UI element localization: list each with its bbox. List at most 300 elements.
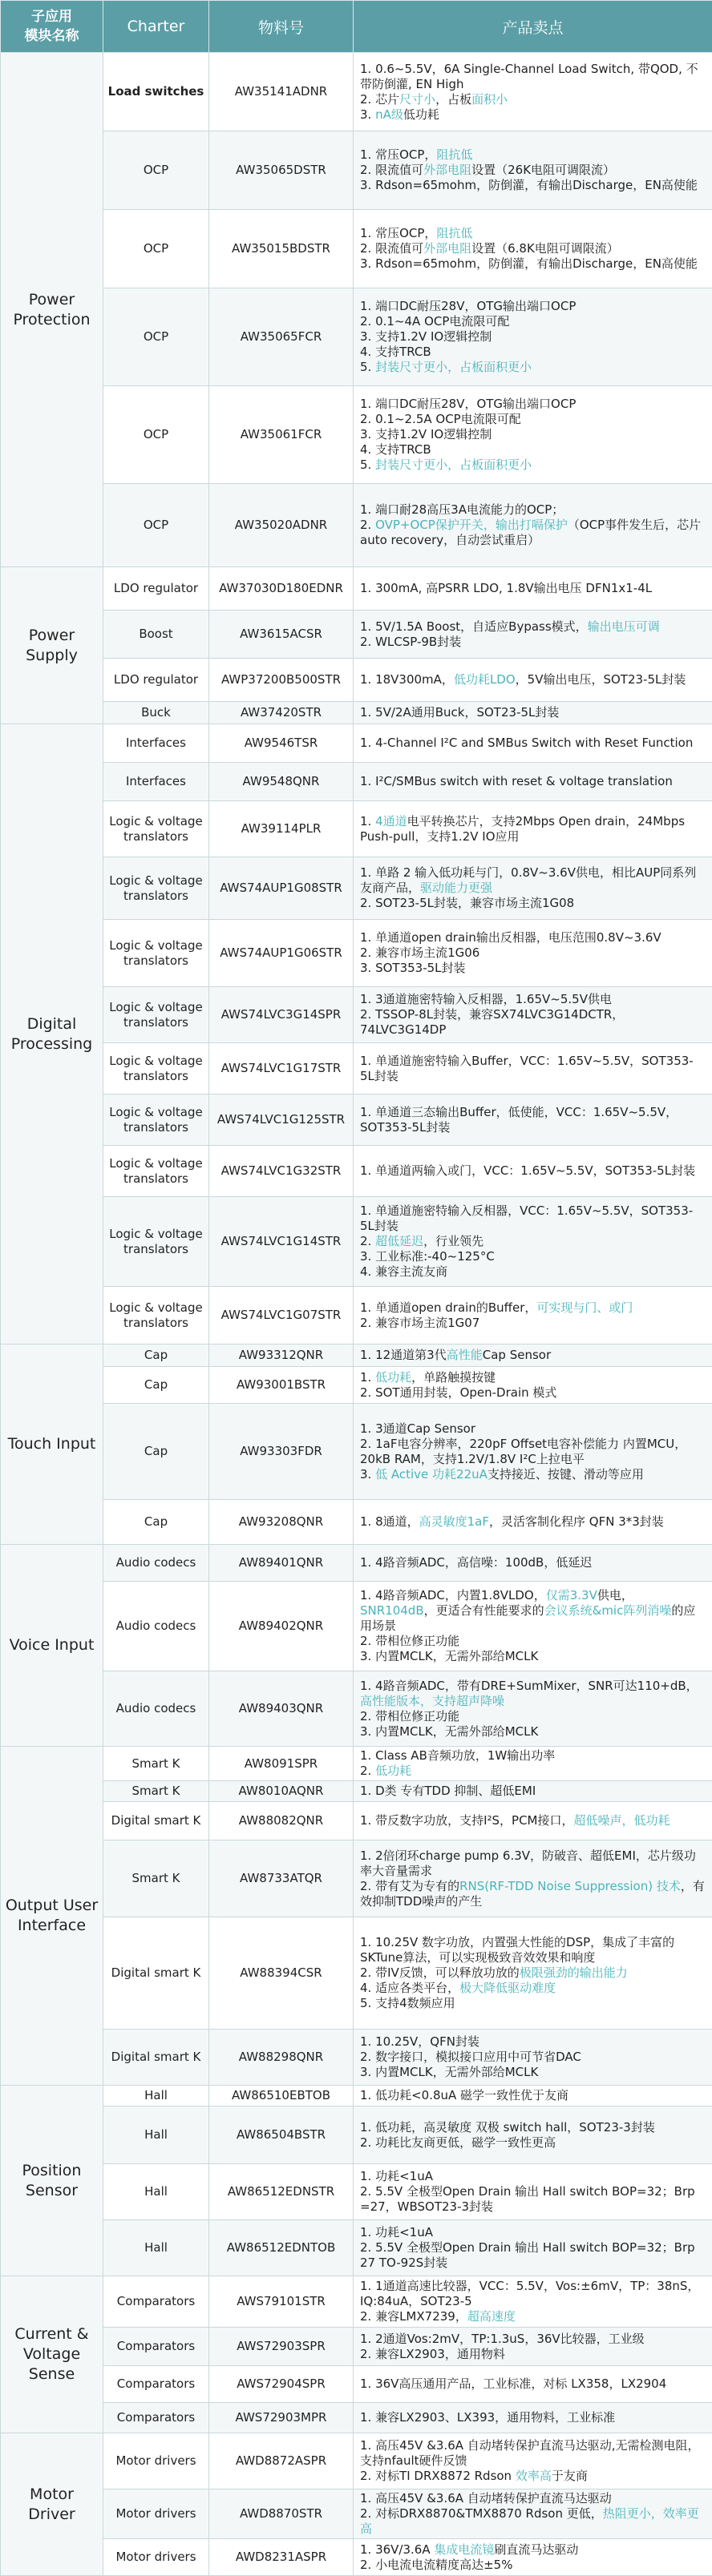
feature-line [360,672,707,687]
feature-line [360,736,707,751]
feature-text: 1. 端口DC耐压28V，OTG输出端口OCP [360,299,576,313]
charter-cell: OCP [103,484,209,567]
feature-line [360,1421,707,1437]
feature-text: 3. Rdson=65mohm，防倒灌，有输出Discharge，EN高使能 [360,178,698,192]
part-number-cell: AWS74LVC1G14STR [209,1197,354,1287]
table-row [1,1917,712,2030]
features-cell [354,1367,712,1404]
part-number-cell: AW35015BDSTR [209,210,354,288]
feature-text: 1. 1通道高速比较器，VCC：5.5V，Vos:±6mV，TP：38nS，IQ:84uA，SOT23-5 [360,2279,699,2308]
feature-line [360,1996,707,2011]
charter-cell: OCP [103,386,209,484]
charter-cell: Interfaces [103,724,209,763]
charter-cell: Hall [103,2164,209,2220]
feature-line [360,2558,707,2573]
feature-line [360,2410,707,2425]
feature-highlight: 热阻更小，效率更高 [360,2506,699,2536]
feature-line [360,2135,707,2151]
part-number-cell: AW8091SPR [209,1747,354,1781]
feature-highlight: 面积小 [471,92,508,107]
table-row [1,2164,712,2220]
feature-text: 1. 4-Channel I²C and SMBus Switch with Reset Function [360,736,693,750]
feature-text: 1. 10.25V 数字功放，内置强大性能的DSP，集成了丰富的SKTune算法，可以实现极致音效效果和响度 [360,1935,674,1965]
feature-line [360,178,707,193]
feature-line [360,1813,707,1828]
feature-highlight: 封装尺寸更小，占板面积更小 [375,360,532,374]
application-cell: Current & Voltage Sense [1,2276,103,2433]
features-cell [354,2539,712,2576]
feature-text: 1. 带反数字功放，支持I²S，PCM接口， [360,1813,574,1828]
feature-text: 1. 8通道， [360,1514,419,1529]
features-cell [354,2433,712,2489]
charter-cell: Comparators [103,2403,209,2433]
feature-text: 2. 0.1~4A OCP电流限可配 [360,314,509,329]
part-number-cell: AWS74LVC1G125STR [209,1094,354,1146]
feature-text: 1. 单通道open drain输出反相器，电压范围0.8V~3.6V [360,930,661,945]
charter-cell: Motor drivers [103,2489,209,2539]
feature-line [360,2184,707,2215]
table-row [1,2086,712,2106]
feature-line [360,1234,707,1249]
feature-text: 1. 2倍闭环charge pump 6.3V，防破音、超低EMI，芯片级功率大音量需求 [360,1848,696,1878]
charter-cell: Load switches [103,53,209,131]
feature-text: 1. 300mA, 高PSRR LDO, 1.8V输出电压 DFN1x1-4L [360,581,652,595]
feature-line [360,1784,707,1799]
features-cell [354,2164,712,2220]
feature-text: 5. [360,458,375,472]
part-number-cell: AWS74LVC3G14SPR [209,987,354,1043]
header-features: 产品卖点 [354,1,712,53]
feature-line [360,147,707,163]
feature-text: 5. [360,360,375,374]
features-cell [354,567,712,611]
feature-line [360,1724,707,1740]
feature-line [360,1054,707,1084]
table-row [1,1146,712,1197]
feature-line [360,314,707,329]
charter-cell: OCP [103,131,209,210]
feature-text: 1. I²C/SMBus switch with reset & voltage translation [360,774,673,788]
table-body [1,53,712,2576]
table-row [1,386,712,484]
table-row [1,1094,712,1146]
feature-highlight: 集成电流镜 [434,2542,494,2557]
charter-cell: Smart K [103,1781,209,1802]
feature-text: 1. 低功耗，高灵敏度 双极 switch hall，SOT23-3封装 [360,2120,655,2135]
charter-cell: Digital smart K [103,2030,209,2086]
charter-cell: Audio codecs [103,1671,209,1747]
feature-text: ，有效抑制TDD噪声的产生 [360,1879,705,1909]
table-row [1,763,712,801]
features-cell [354,987,712,1043]
feature-line [360,1965,707,1981]
charter-cell: LDO regulator [103,567,209,611]
table-row [1,1500,712,1545]
feature-line [360,397,707,412]
features-cell [354,857,712,920]
table-row [1,210,712,288]
feature-text: 4. 兼容主流友商 [360,1264,447,1279]
feature-text: 2. 数字接口，模拟接口应用中可节省DAC [360,2050,581,2064]
table-row [1,611,712,659]
feature-line [360,1935,707,1965]
table-row [1,1840,712,1917]
part-number-cell: AWS74LVC1G17STR [209,1043,354,1094]
features-cell [354,2106,712,2164]
part-number-cell: AWD8231ASPR [209,2539,354,2576]
table-row [1,484,712,567]
features-cell [354,1404,712,1500]
feature-line [360,458,707,473]
table-row [1,2489,712,2539]
table-row [1,1197,712,1287]
feature-highlight: 低功耗 [375,1764,411,1778]
feature-highlight: 极限强劲的输出能力 [520,1965,628,1980]
application-cell: Output User Interface [1,1747,103,2086]
features-cell [354,131,712,210]
feature-line [360,2491,707,2506]
part-number-cell: AW35065DSTR [209,131,354,210]
feature-highlight: 4通道 [375,814,407,828]
feature-text: 2. 带相位修正功能 [360,1709,459,1723]
features-cell [354,1146,712,1197]
feature-text: 1. 端口耐28高压3A电流能力的OCP； [360,502,564,517]
table-row [1,1747,712,1781]
feature-line [360,412,707,427]
feature-text: 电平转换芯片，支持2Mbps Open drain，24Mbps Push-pull，支持1.2V IO应用 [360,814,685,844]
table-row [1,2220,712,2276]
part-number-cell: AW88298QNR [209,2030,354,2086]
charter-cell: Cap [103,1344,209,1367]
feature-highlight: 输出电压可调 [588,619,660,634]
feature-text: 1. [360,1370,375,1385]
feature-line [360,1634,707,1649]
feature-line [360,1249,707,1264]
part-number-cell: AWS74AUP1G08STR [209,857,354,920]
table-row [1,920,712,987]
charter-cell: LDO regulator [103,659,209,702]
table-row [1,1043,712,1094]
feature-text: 1. 单路 2 输入低功耗与门，0.8V~3.6V供电，相比AUP同系列友商产品， [360,865,696,895]
feature-text: 1. 功耗<1uA [360,2225,433,2239]
charter-cell: Audio codecs [103,1582,209,1671]
feature-text: 1. 兼容LX2903、LX393，通用物料，工业标准 [360,2410,615,2425]
table-row [1,131,712,210]
feature-line [360,896,707,911]
feature-line [360,1588,707,1634]
feature-text: ，灵活客制化程序 QFN 3*3封装 [489,1514,664,1529]
feature-text: 4. 适应各类平台， [360,1981,459,1995]
charter-cell: Cap [103,1367,209,1404]
part-number-cell: AW37420STR [209,702,354,724]
feature-highlight: 外部电阻 [423,241,471,256]
application-cell: Touch Input [1,1344,103,1545]
part-number-cell: AW3615ACSR [209,611,354,659]
feature-highlight: 超低延迟 [375,1234,423,1248]
feature-line [360,360,707,375]
feature-line [360,107,707,123]
feature-text: 设置（6.8K电阻可调限流） [471,241,619,256]
part-number-cell: AW93001BSTR [209,1367,354,1404]
feature-line [360,1709,707,1724]
feature-text: ，单路触摸按键 [411,1370,496,1385]
feature-text: 3. SOT353-5L封装 [360,961,466,975]
feature-text: ，5V输出电压，SOT23-5L封装 [516,672,686,687]
charter-cell: Hall [103,2086,209,2106]
header-application: 子应用 模块名称 [1,1,103,53]
feature-text: 1. 5V/2A通用Buck，SOT23-5L封装 [360,705,559,720]
feature-text: 2. 5.5V 全极型Open Drain 输出 Hall switch BOP=32；Brp 27 TO-92S封装 [360,2240,695,2270]
features-cell [354,1287,712,1344]
feature-line [360,2169,707,2184]
features-cell [354,1344,712,1367]
part-number-cell: AW93303FDR [209,1404,354,1500]
part-number-cell: AW86512EDNTOB [209,2220,354,2276]
table-row [1,659,712,702]
feature-text: 2. 带有艾为专有的 [360,1879,459,1893]
charter-cell: Logic & voltage translators [103,1094,209,1146]
feature-line [360,1649,707,1664]
feature-text: 1. [360,814,375,828]
charter-cell: Comparators [103,2328,209,2366]
feature-line [360,1264,707,1280]
feature-line [360,2469,707,2484]
part-number-cell: AW89403QNR [209,1671,354,1747]
feature-highlight: 极大降低驱动难度 [459,1981,556,1995]
features-cell [354,2403,712,2433]
part-number-cell: AW89401QNR [209,1545,354,1582]
table-row [1,288,712,386]
charter-cell: Audio codecs [103,1545,209,1582]
charter-cell: Logic & voltage translators [103,1043,209,1094]
table-row [1,1287,712,1344]
part-number-cell: AWS72903MPR [209,2403,354,2433]
part-number-cell: AWS72904SPR [209,2366,354,2403]
part-number-cell: AW37030D180EDNR [209,567,354,611]
table-row [1,1367,712,1404]
feature-line [360,241,707,256]
feature-text: 1. 单通道两输入或门，VCC：1.65V~5.5V，SOT353-5L封装 [360,1163,695,1178]
feature-text: 1. 10.25V，QFN封装 [360,2034,479,2049]
table-row [1,2539,712,2576]
part-number-cell: AW93208QNR [209,1500,354,1545]
feature-text: 1. 12通道第3代 [360,1348,447,1362]
charter-cell: Logic & voltage translators [103,987,209,1043]
feature-text: 1. 功耗<1uA [360,2169,433,2183]
part-number-cell: AWD8872ASPR [209,2433,354,2489]
table-row [1,1671,712,1747]
part-number-cell: AW89402QNR [209,1582,354,1671]
feature-line [360,1514,707,1530]
feature-text: 2. SOT23-5L封装，兼容市场主流1G08 [360,896,574,910]
table-row [1,801,712,857]
feature-text: 2. 小电流电流精度高达±5% [360,2558,512,2572]
charter-cell: Motor drivers [103,2433,209,2489]
feature-line [360,2332,707,2347]
feature-highlight: RNS(RF-TDD Noise Suppression) 技术 [459,1879,681,1893]
feature-text: 2. 限流值可 [360,163,423,177]
feature-line [360,865,707,896]
table-row [1,1545,712,1582]
feature-text: 3. 内置MCLK，无需外部给MCLK [360,1724,538,1739]
feature-text: 1. 36V高压通用产品，工业标准，对标 LX358，LX2904 [360,2376,666,2391]
feature-text: 2. 5.5V 全极型Open Drain 输出 Hall switch BOP=32；Brp =27，WBSOT23-3封装 [360,2184,695,2214]
part-number-cell: AWS74LVC1G07STR [209,1287,354,1344]
charter-cell: Buck [103,702,209,724]
feature-text: 1. 常压OCP， [360,226,436,240]
feature-text: 1. 高压45V &3.6A 自动堵转保护直流马达驱动 [360,2491,612,2505]
feature-text: 2. 对标DRX8870&TMX8870 Rdson 更低， [360,2506,603,2521]
table-row [1,53,712,131]
charter-cell: Boost [103,611,209,659]
feature-line [360,2240,707,2271]
feature-line [360,1316,707,1331]
charter-cell: Logic & voltage translators [103,1146,209,1197]
features-cell [354,1197,712,1287]
charter-cell: OCP [103,288,209,386]
table-row [1,2030,712,2086]
feature-text: 3. Rdson=65mohm，防倒灌，有输出Discharge，EN高使能 [360,256,698,271]
feature-line [360,2347,707,2362]
features-cell [354,1917,712,2030]
feature-text: ，占板 [435,92,471,107]
features-cell [354,386,712,484]
charter-cell: Interfaces [103,763,209,801]
features-cell [354,1094,712,1146]
feature-text: 1. 单通道施密特输入反相器，VCC：1.65V~5.5V，SOT353-5L封装 [360,1203,693,1233]
table-row [1,2106,712,2164]
feature-text: 2. 0.1~2.5A OCP电流限可配 [360,412,521,426]
feature-text: 2. 兼容LMX7239， [360,2309,467,2324]
application-cell: Power Supply [1,567,103,724]
table-row [1,987,712,1043]
features-cell [354,2328,712,2366]
feature-line [360,2034,707,2050]
part-number-cell: AWS79101STR [209,2276,354,2328]
feature-highlight: 仅需3.3V [546,1588,597,1602]
features-cell [354,53,712,131]
feature-line [360,1437,707,1467]
part-number-cell: AWS74AUP1G06STR [209,920,354,987]
feature-text: 1. 单通道open drain的Buffer， [360,1300,536,1315]
charter-cell: OCP [103,210,209,288]
feature-line [360,1848,707,1879]
feature-text: 1. 2通道Vos:2mV，TP:1.3uS，36V比较器，工业级 [360,2332,645,2346]
features-cell [354,724,712,763]
feature-text: 4. 支持TRCB [360,442,431,457]
feature-text: 1. 3通道施密特输入反相器，1.65V~5.5V供电 [360,992,612,1006]
feature-line [360,92,707,107]
feature-text: 1. 高压45V &3.6A 自动堵转保护直流马达驱动,无需检测电阻，支持nfault硬件反馈 [360,2438,700,2468]
feature-line [360,2120,707,2135]
charter-cell: Digital smart K [103,1802,209,1840]
features-cell [354,2276,712,2328]
feature-text: 1. 端口DC耐压28V，OTG输出端口OCP [360,397,576,411]
features-cell [354,2220,712,2276]
table-row [1,2366,712,2403]
feature-line [360,1007,707,1038]
feature-line [360,2050,707,2065]
table-row [1,2403,712,2433]
feature-text: 1. 4路音频ADC，高信噪：100dB，低延迟 [360,1555,592,1570]
part-number-cell: AW88082QNR [209,1802,354,1840]
feature-text: 于友商 [552,2469,588,2483]
feature-line [360,1163,707,1179]
charter-cell: Motor drivers [103,2539,209,2576]
feature-text: 2. 芯片 [360,92,399,107]
part-number-cell: AW8733ATQR [209,1840,354,1917]
part-number-cell: AWP37200B500STR [209,659,354,702]
table-row [1,2328,712,2366]
table-row [1,857,712,920]
features-cell [354,1671,712,1747]
feature-highlight: 低功耗LDO [454,672,516,687]
table-row [1,1582,712,1671]
part-number-cell: AW93312QNR [209,1344,354,1367]
features-cell [354,2489,712,2539]
features-cell [354,1500,712,1545]
feature-line [360,256,707,272]
feature-highlight: 驱动能力更强 [420,881,492,895]
feature-text: 的应用场景 [360,1603,695,1633]
feature-text: 2. WLCSP-9B封装 [360,635,461,649]
application-cell: Voice Input [1,1545,103,1747]
application-cell: Power Protection [1,53,103,567]
feature-text: 1. 36V/3.6A [360,2542,434,2557]
charter-cell: Hall [103,2220,209,2276]
feature-line [360,2376,707,2392]
table-row [1,1781,712,1802]
feature-highlight: nA级 [375,107,403,122]
feature-line [360,1764,707,1779]
feature-text: 3. 支持1.2V IO逻辑控制 [360,427,492,441]
feature-text: 2. 带相位修正功能 [360,1634,459,1648]
feature-line [360,329,707,345]
part-number-cell: AW35065FCR [209,288,354,386]
table-row [1,2276,712,2328]
feature-text: 2. 兼容市场主流1G07 [360,1316,479,1330]
feature-highlight: 高性能版本，支持超声降噪 [360,1694,504,1708]
table-row [1,1344,712,1367]
feature-text: 1. 单通道施密特输入Buffer，VCC：1.65V~5.5V，SOT353-5L封装 [360,1054,694,1083]
feature-highlight: SNR104dB [360,1603,424,1618]
charter-cell: Digital smart K [103,1917,209,2030]
charter-cell: Smart K [103,1840,209,1917]
feature-highlight: 阻抗低 [436,226,472,240]
feature-text: 2. 兼容LX2903，通用物料 [360,2347,505,2361]
application-cell: Position Sensor [1,2086,103,2276]
feature-highlight: 超高速度 [467,2309,516,2324]
part-number-cell: AW86504BSTR [209,2106,354,2164]
feature-line [360,635,707,650]
feature-text: 3. [360,107,375,122]
feature-text: 4. 支持TRCB [360,345,431,359]
feature-line [360,945,707,961]
feature-highlight: 阻抗低 [436,147,472,162]
feature-line [360,442,707,458]
feature-text: Cap Sensor [483,1348,551,1362]
feature-line [360,1105,707,1135]
feature-text: 1. 单通道三态输出Buffer，低使能，VCC：1.65V~5.5V，SOT353-5L封装 [360,1105,678,1135]
feature-line [360,1385,707,1401]
feature-text: （OCP事件发生后，芯片auto recovery，自动尝试重启） [360,518,701,547]
part-number-cell: AW86510EBTOB [209,2086,354,2106]
feature-text: 1. 低功耗<0.8uA 磁学一致性优于友商 [360,2088,568,2102]
charter-cell: Logic & voltage translators [103,801,209,857]
feature-line [360,2279,707,2309]
features-cell [354,1545,712,1582]
feature-text: 2. SOT通用封装，Open-Drain 模式 [360,1385,556,1400]
